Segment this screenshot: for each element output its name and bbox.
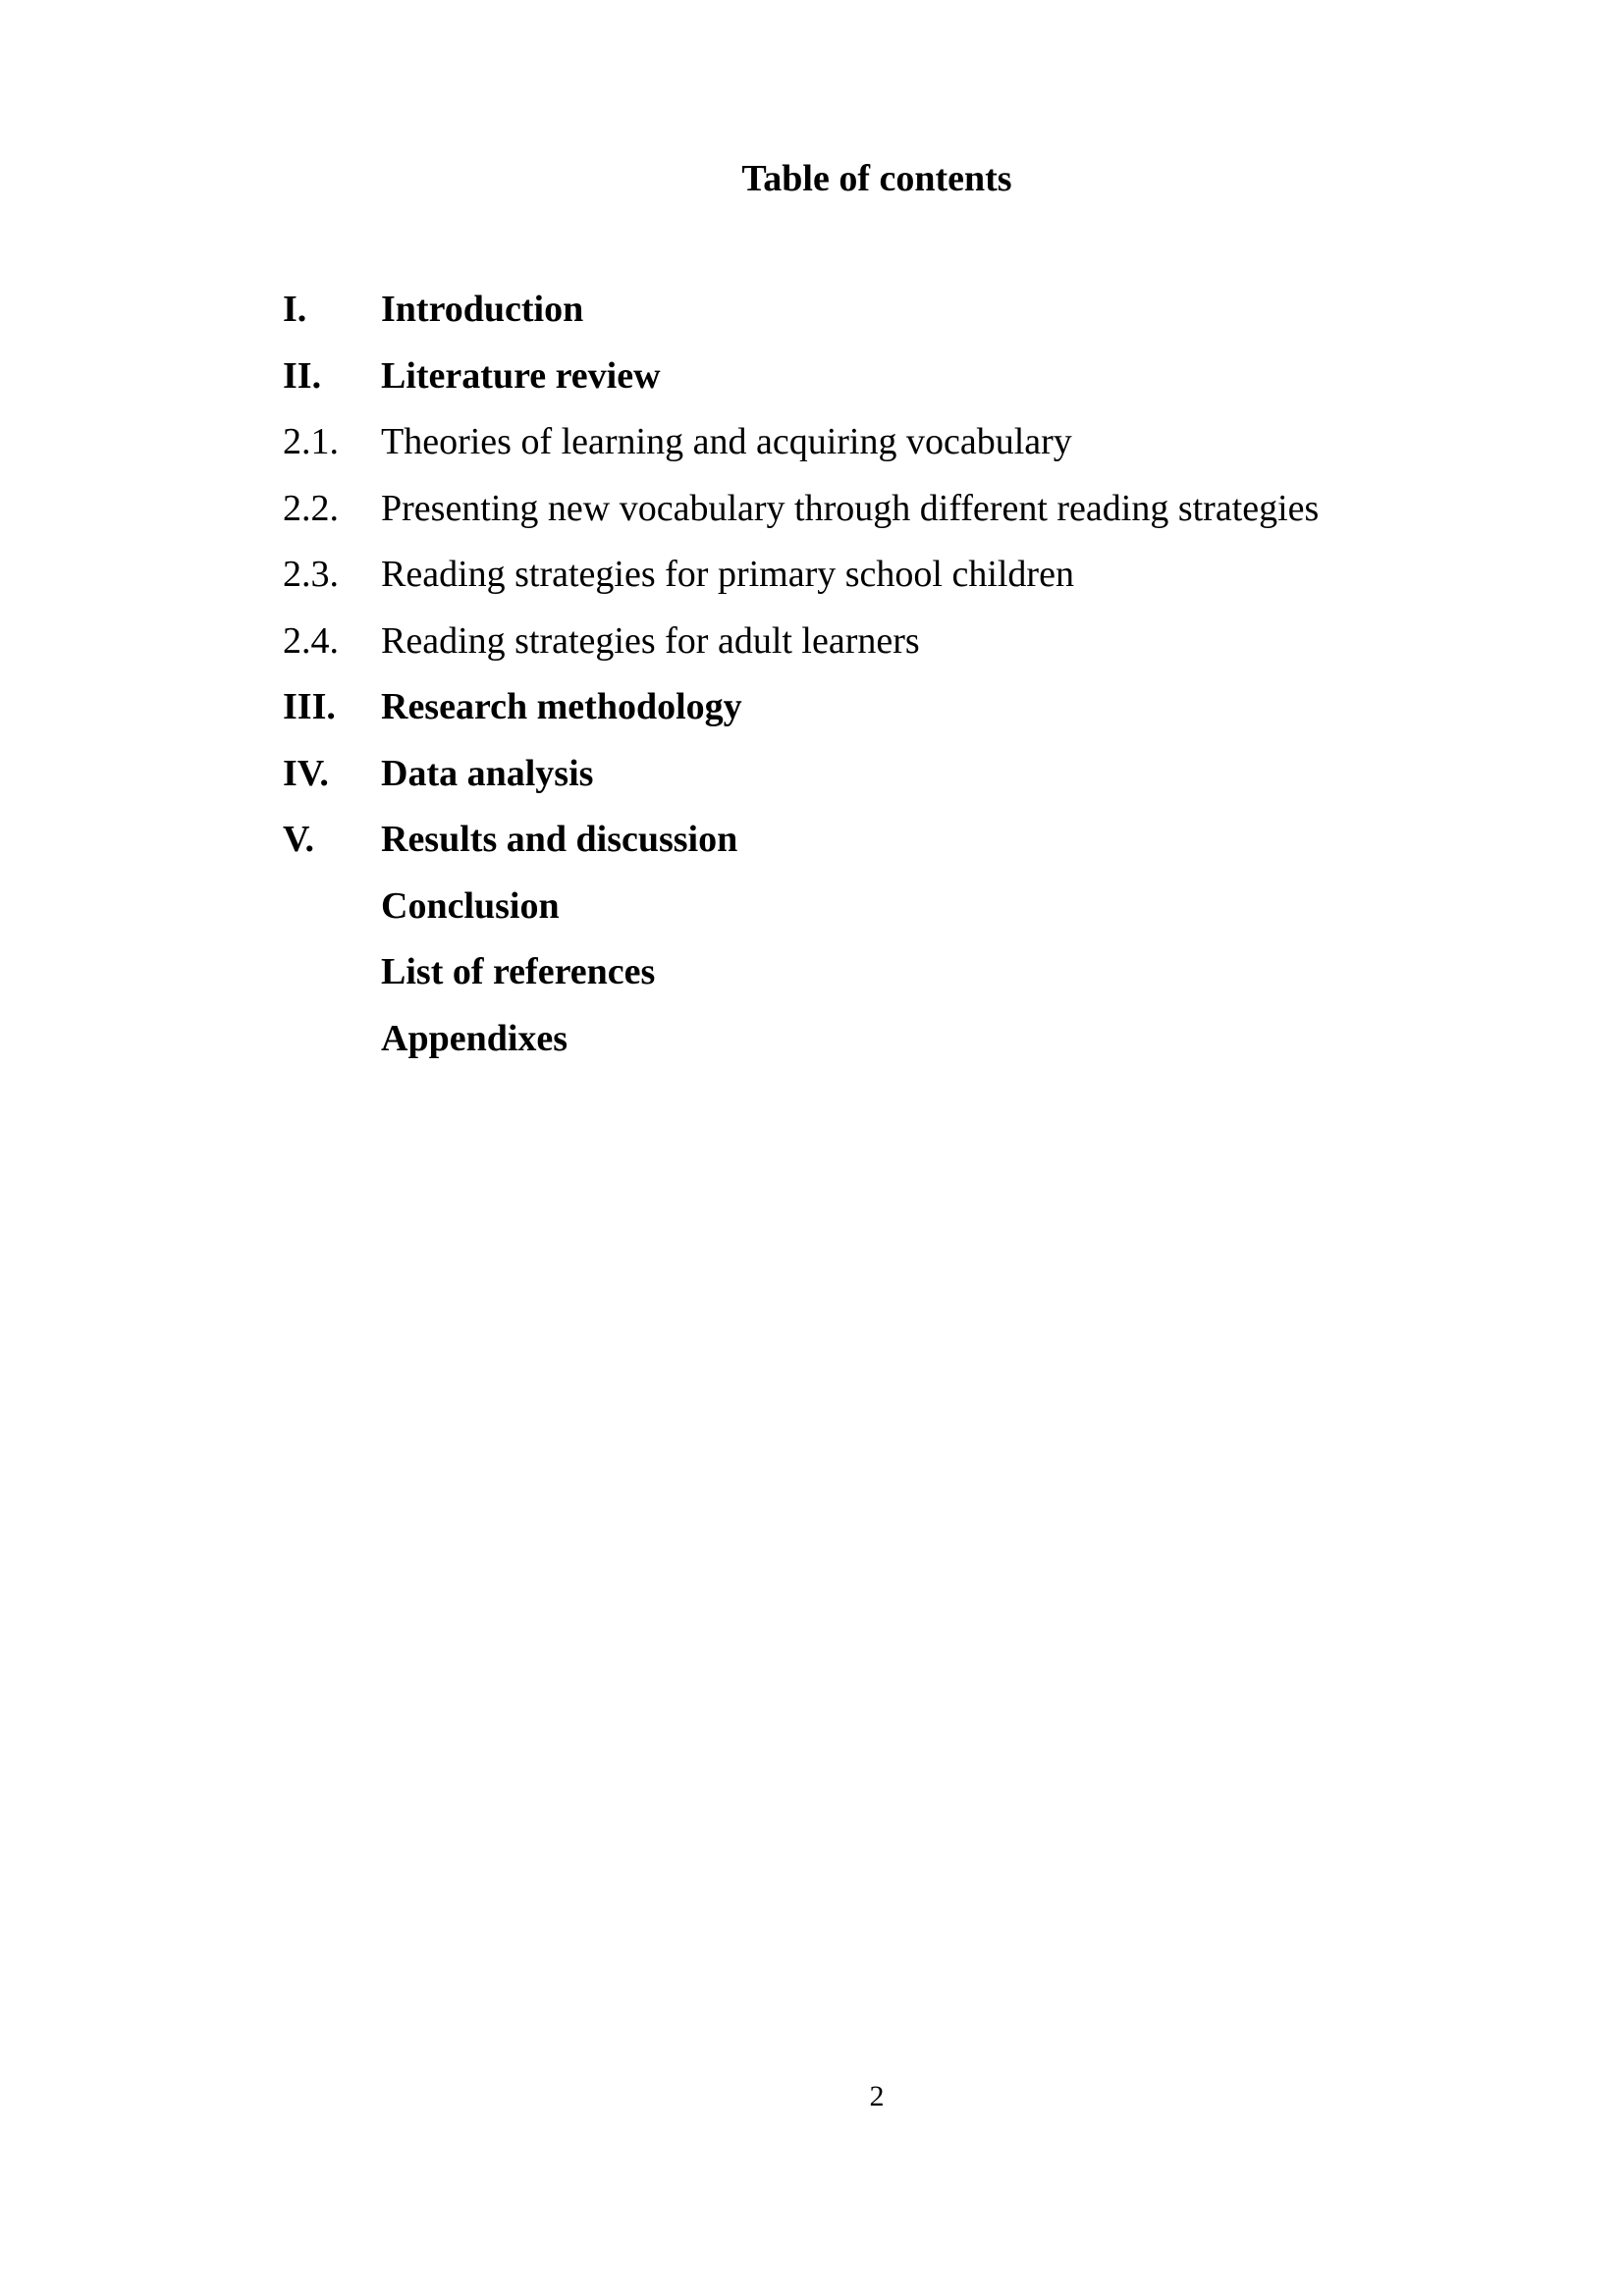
toc-entry-number: I. — [283, 289, 307, 330]
toc-entry-number: II. — [283, 354, 322, 397]
toc-entry-research-methodology — [283, 682, 1319, 749]
toc-entry-number: IV. — [283, 752, 329, 794]
page-title: Table of contents — [741, 158, 1012, 199]
toc-entry-data-analysis — [283, 749, 1319, 816]
toc-entry-label: Theories of learning and acquiring vocabulary — [381, 421, 1072, 462]
toc-entry-label: Results and discussion — [381, 819, 738, 860]
toc-entry-label: Reading strategies for primary school children — [381, 554, 1074, 595]
page-number: 2 — [869, 2080, 885, 2112]
toc-entry-label: List of references — [381, 951, 656, 992]
toc-entry-label: Data analysis — [381, 752, 594, 794]
toc-entry-label: Literature review — [381, 354, 661, 397]
toc-entry-number: III. — [283, 686, 336, 727]
table-of-contents — [283, 285, 1319, 1080]
toc-entry-label: Introduction — [381, 289, 584, 330]
toc-entry-results — [283, 815, 1319, 881]
toc-entry-number: 2.4. — [283, 619, 339, 662]
toc-entry-theories — [283, 417, 1319, 484]
toc-entry-number: 2.2. — [283, 487, 339, 529]
toc-entry-number: 2.3. — [283, 554, 339, 595]
toc-entry-adult-learners — [283, 616, 1319, 683]
toc-entry-introduction — [283, 285, 1319, 351]
toc-entry-appendixes — [283, 1014, 1319, 1081]
toc-entry-label: Research methodology — [381, 686, 742, 727]
toc-entry-references — [283, 947, 1319, 1014]
toc-entry-literature-review — [283, 351, 1319, 418]
toc-entry-label: Presenting new vocabulary through different reading strategies — [381, 487, 1320, 529]
toc-entry-number: V. — [283, 819, 315, 860]
toc-entry-conclusion — [283, 881, 1319, 948]
toc-entry-label: Conclusion — [381, 884, 560, 927]
toc-entry-label: Appendixes — [381, 1017, 568, 1059]
toc-entry-primary-school — [283, 550, 1319, 616]
toc-entry-label: Reading strategies for adult learners — [381, 619, 920, 662]
toc-entry-presenting-vocabulary — [283, 484, 1319, 551]
toc-entry-number: 2.1. — [283, 421, 339, 462]
